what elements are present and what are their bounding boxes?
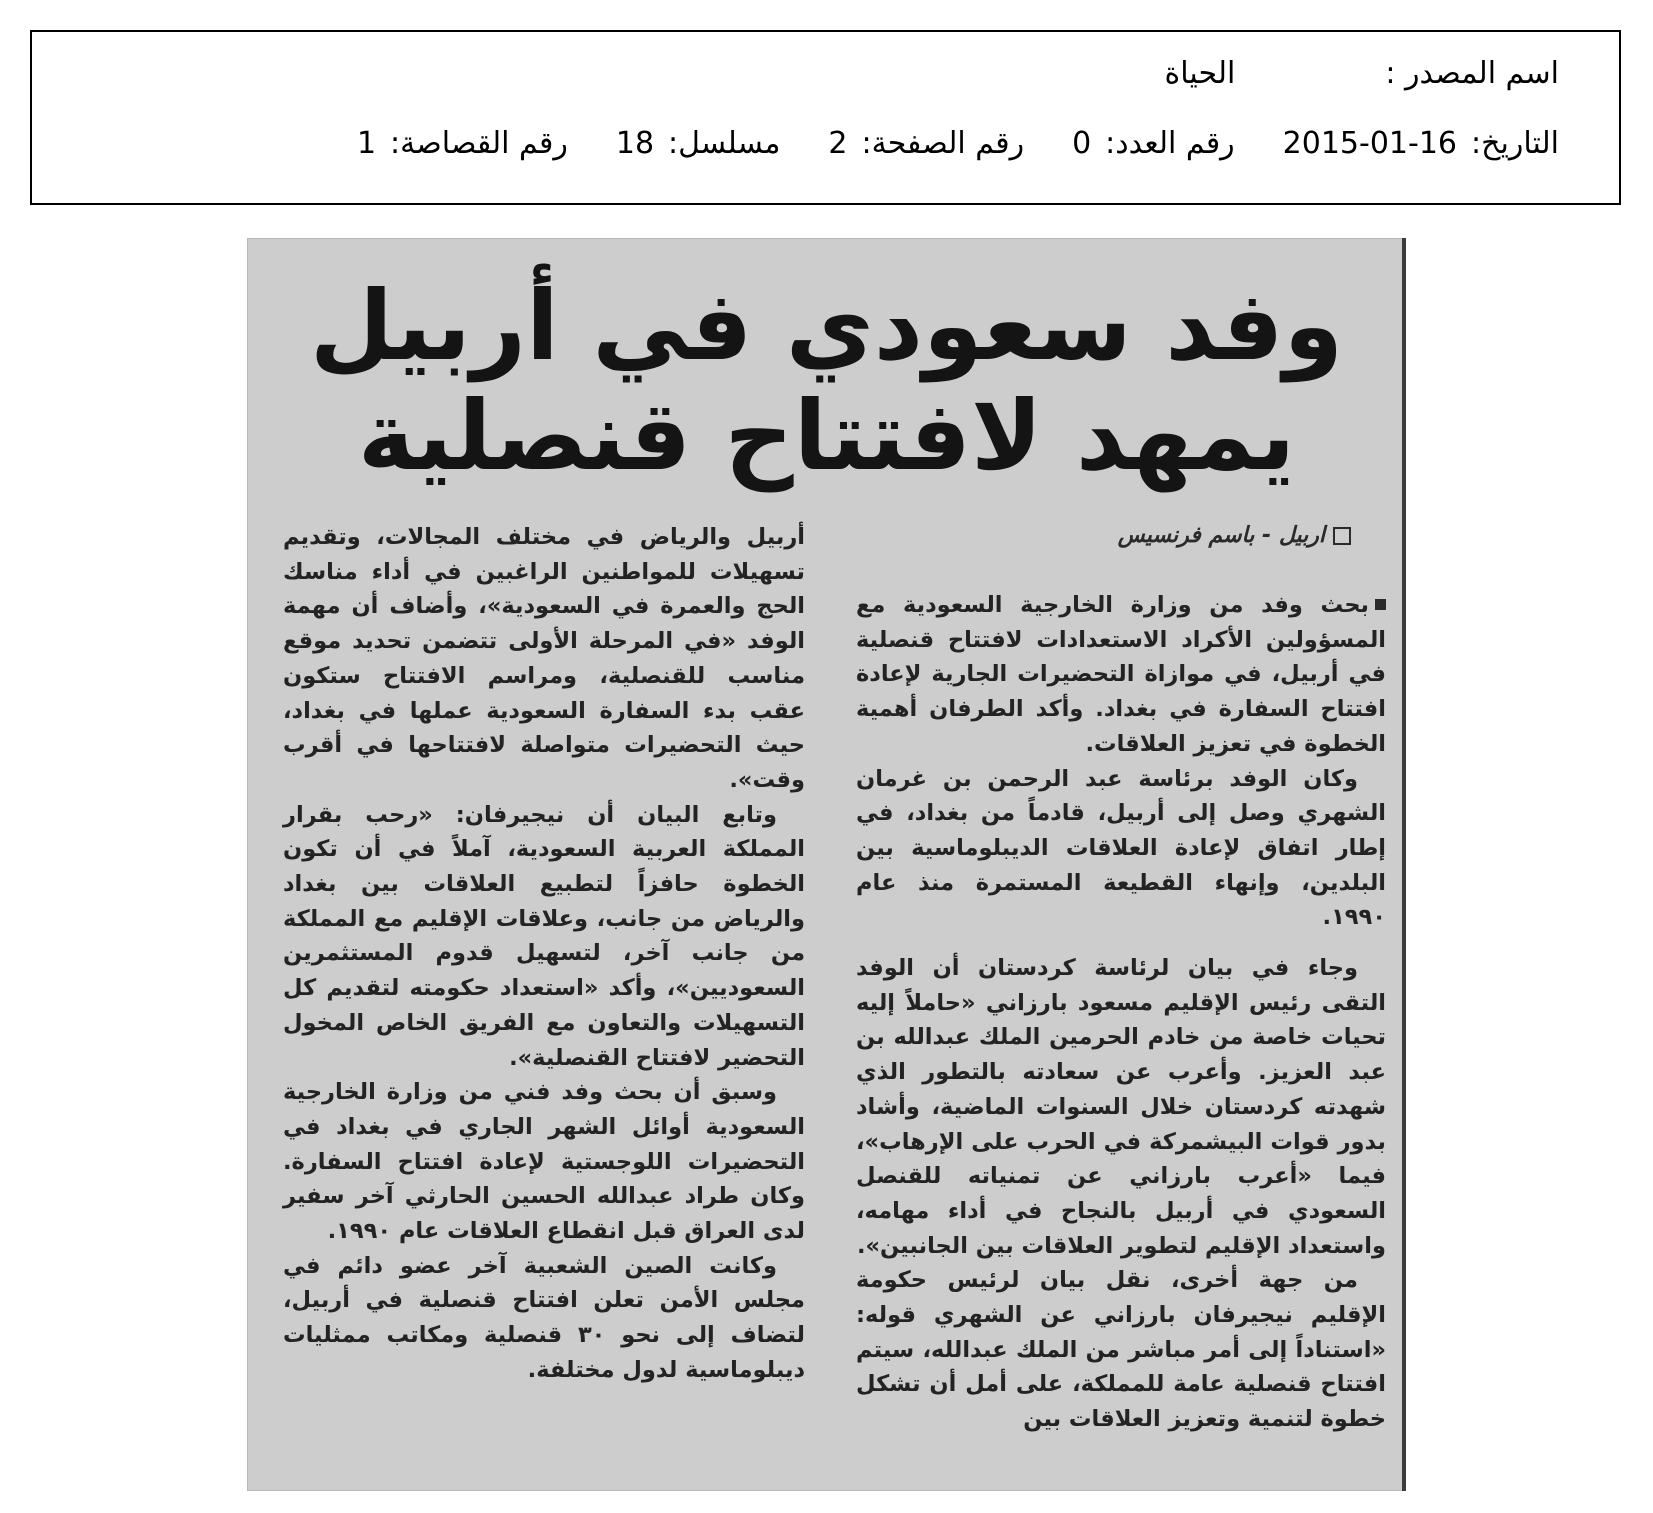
headline-line-1: وفد سعودي في أربيل xyxy=(309,270,1344,382)
paragraph: أربيل والرياض في مختلف المجالات، وتقديم تسهيلات للمواطنين الراغبين في أداء مناسك الحج والعمرة في السعودية»، وأضاف أن مهمة الوفد «في المرحلة الأولى تتضمن تحديد موقع مناسب للقنصلية، ومراسم الافتتاح ستكون عقب بدء السفارة السعودية عملها في بغداد، حيث التحضيرات متواصلة لافتتاحها في أقرب وقت». xyxy=(283,524,805,793)
paragraph: وكانت الصين الشعبية آخر عضو دائم في مجلس الأمن تعلن افتتاح قنصلية في أربيل، لتضاف إلى نحو ٣٠ قنصلية ومكاتب ممثليات ديبلوماسية لدول مختلفة. xyxy=(283,1252,805,1383)
clipping-value: 1 xyxy=(356,126,377,161)
paragraph xyxy=(856,588,1386,762)
headline-line-2: يمهد لافتتاح قنصلية xyxy=(357,380,1296,492)
byline-box-icon xyxy=(1333,527,1351,545)
paragraph: وجاء في بيان لرئاسة كردستان أن الوفد التقى رئيس الإقليم مسعود بارزاني «حاملاً إليه تحيات خاصة من خادم الحرمين الملك عبدالله بن عبد العزيز. وأعرب عن سعادته بالتطور الذي شهدته كردستان خلال السنوات الماضية، وأشاد بدور قوات البيشمركة في الحرب على الإرهاب»، فيما «أعرب بارزاني عن تمنياته للقنصل السعودي في أربيل بالنجاح في أداء مهامه، واستعداد الإقليم لتطوير العلاقات بين الجانبين». xyxy=(856,955,1386,1259)
article-column-left xyxy=(283,520,805,1388)
date-value: 2015-01-16 xyxy=(1282,126,1458,161)
paragraph: وكان الوفد برئاسة عبد الرحمن بن غرمان الشهري وصل إلى أربيل، قادماً من بغداد، في إطار اتفاق لإعادة العلاقات الديبلوماسية بين البلدين، وإنهاء القطيعة المستمرة منذ عام ١٩٩٠. xyxy=(856,765,1386,931)
page-label: رقم الصفحة: xyxy=(861,126,1025,161)
paragraph: وسبق أن بحث وفد فني من وزارة الخارجية السعودية أوائل الشهر الجاري في بغداد في التحضيرات اللوجستية لإعادة افتتاح السفارة. وكان طراد عبدالله الحسين الحارثي آخر سفير لدى العراق قبل انقطاع العلاقات عام ١٩٩٠. xyxy=(283,1079,805,1245)
clipping-metadata-box xyxy=(30,30,1621,205)
page-value: 2 xyxy=(828,126,848,161)
issue-label: رقم العدد: xyxy=(1105,126,1235,161)
paragraph: من جهة أخرى، نقل بيان لرئيس حكومة الإقليم نيجيرفان بارزاني عن الشهري قوله: «استناداً إلى أمر مباشر من الملك عبدالله، سيتم افتتاح قنصلية عامة للمملكة، على أمل أن تشكل خطوة لتنمية وتعزيز العلاقات بين xyxy=(856,1267,1386,1433)
source-row xyxy=(1165,56,1559,91)
paragraph-text: بحث وفد من وزارة الخارجية السعودية مع المسؤولين الأكراد الاستعدادات لافتتاح قنصلية في أربيل، في موازاة التحضيرات الجارية لإعادة افتتاح السفارة في بغداد. وأكد الطرفان أهمية الخطوة في تعزيز العلاقات. xyxy=(856,592,1386,757)
square-bullet-icon xyxy=(1375,599,1386,610)
byline xyxy=(1118,523,1351,548)
clipping-label: رقم القصاصة: xyxy=(390,126,568,161)
newspaper-clipping xyxy=(247,238,1406,1491)
serial-value: 18 xyxy=(615,126,655,161)
byline-text: اربيل - باسم فرنسيس xyxy=(1117,523,1325,548)
source-value: الحياة xyxy=(1164,56,1236,91)
paragraph: وتابع البيان أن نيجيرفان: «رحب بقرار المملكة العربية السعودية، آملاً في أن تكون الخطوة حافزاً لتطبيع العلاقات بين بغداد والرياض من جانب، وعلاقات الإقليم مع المملكة من جانب آخر، لتسهيل قدوم المستثمرين السعوديين»، وأكد «استعداد حكومته لتقديم كل التسهيلات والتعاون مع الفريق الخاص المخول التحضير لافتتاح القنصلية». xyxy=(283,801,805,1071)
source-label: اسم المصدر : xyxy=(1385,56,1559,91)
issue-value: 0 xyxy=(1072,126,1092,161)
details-row xyxy=(357,126,1559,161)
date-label: التاريخ: xyxy=(1471,126,1559,161)
article-column-right xyxy=(856,588,1386,1437)
serial-label: مسلسل: xyxy=(668,126,781,161)
